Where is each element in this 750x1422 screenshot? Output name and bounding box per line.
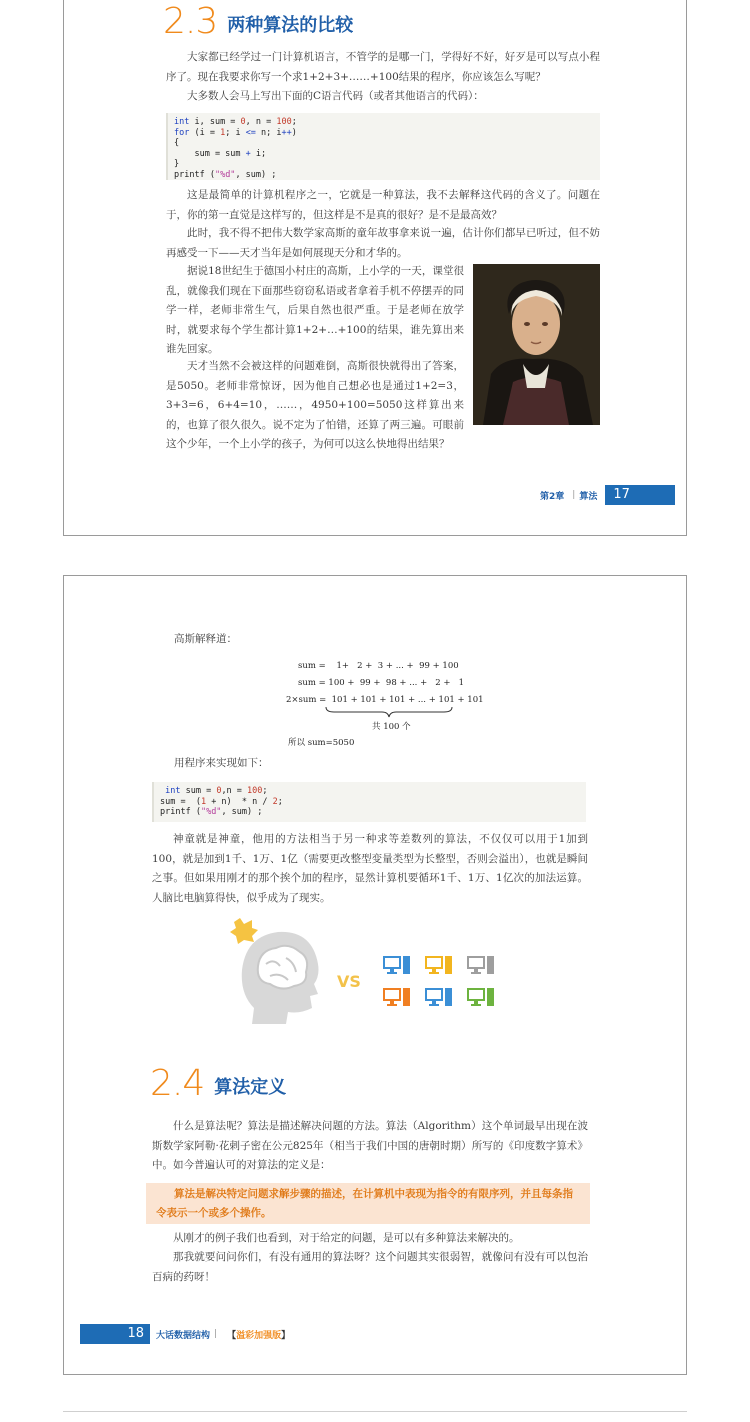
section-number: 2.4 (150, 1063, 205, 1104)
section-number: 2.3 (163, 1, 218, 42)
bracket-open: 【 (227, 1330, 237, 1341)
computer-icon (466, 986, 496, 1008)
page-footer (80, 1324, 290, 1344)
computer-icon (424, 954, 454, 976)
curly-brace (324, 705, 454, 719)
section-title: 两种算法的比较 (227, 15, 354, 36)
book-title: 大话数据结构 (156, 1330, 211, 1341)
footer-separator: | (572, 490, 576, 500)
paragraph: 大家都已经学过一门计算机语言，不管学的是哪一门，学得好不好，好歹是可以写点小程序了。现在我要求你写一个求1+2+3+……+100结果的程序，你应该怎么写呢？ (166, 51, 600, 83)
section-heading-2-3 (163, 1, 354, 42)
computer-icon (382, 954, 412, 976)
code-block-gauss: int sum = 0,n = 100; sum = (1 + n) * n / 2; printf ("%d", sum) ; (152, 782, 586, 822)
paragraph: 什么是算法呢？算法是描述解决问题的方法。算法（Algorithm）这个单词最早出现在波斯数学家阿勒·花剌子密在公元825年（相当于我们中国的唐朝时期）所写的《印度数字算术》中。如今普遍认可的对算法的定义是： (152, 1120, 588, 1171)
math-line-1: sum = 1+ 2 + 3 + ... + 99 + 100 (298, 661, 459, 671)
page-footer (540, 485, 675, 505)
paragraph: 据说18世纪生于德国小村庄的高斯，上小学的一天，课堂很乱，就像我们现在下面那些窃窃私语或者拿着手机不停摆弄的同学一样，老师非常生气，后果自然也很严重。于是老师在放学时，就要求每个学生都计算1+2+…+100的结果，谁先算出来谁先回家。 (166, 265, 464, 355)
paragraph: 从刚才的例子我们也看到，对于给定的问题，是可以有多种算法来解决的。 (173, 1232, 520, 1244)
paragraph: 这是最简单的计算机程序之一，它就是一种算法，我不去解释这代码的含义了。问题在于，你的第一直觉是这样写的，但这样是不是真的很好？是不是最高效？ (166, 189, 600, 221)
math-line-2: sum = 100 + 99 + 98 + ... + 2 + 1 (298, 678, 465, 688)
brain-head-icon (230, 918, 330, 1026)
footer-separator: | (214, 1329, 218, 1339)
next-page-edge (63, 1411, 687, 1422)
paragraph: 高斯解释道： (174, 633, 237, 645)
computer-icon (382, 986, 412, 1008)
gauss-portrait (473, 264, 600, 425)
paragraph: 用程序来实现如下： (174, 757, 269, 769)
computer-icon (466, 954, 496, 976)
paragraph: 神童就是神童，他用的方法相当于另一种求等差数列的算法，不仅仅可以用于1加到100，就是加到1千、1万、1亿（需要更改整型变量类型为长整型，否则会溢出），也就是瞬间之事。但如果用刚才的那个挨个加的程序，显然计算机要循环1千、1万、1亿次的加法运算。人脑比电脑算得快，似乎成为了现实。 (152, 833, 588, 904)
computer-icon (424, 986, 454, 1008)
paragraph: 此时，我不得不把伟大数学家高斯的童年故事拿来说一遍，估计你们都早已听过，但不妨再感受一下——天才当年是如何展现天分和才华的。 (166, 227, 600, 259)
paragraph: 大多数人会马上写出下面的C语言代码（或者其他语言的代码）： (187, 90, 484, 102)
page-number: 17 (605, 485, 675, 505)
math-line-3: 2×sum = 101 + 101 + 101 + ... + 101 + 101 (286, 695, 484, 705)
footer-chapter: 第2章 (540, 491, 565, 502)
definition-callout: 算法是解决特定问题求解步骤的描述，在计算机中表现为指令的有限序列，并且每条指令表示一个或多个操作。 (146, 1183, 590, 1224)
paragraph: 那我就要问问你们，有没有通用的算法呀？这个问题其实很弱智，就像问有没有可以包治百病的药呀！ (152, 1251, 588, 1283)
paragraph: 天才当然不会被这样的问题难倒，高斯很快就得出了答案，是5050。老师非常惊讶，因为他自己想必也是通过1+2=3，3+3=6，6+4=10，……，4950+100=5050这样算出来的，也算了很久很久。说不定为了怕错，还算了两三遍。可眼前这个少年，一个上小学的孩子，为何可以这么快地得出结果？ (166, 360, 464, 450)
page-number: 18 (80, 1324, 150, 1344)
edition-name: 溢彩加强版 (236, 1330, 282, 1341)
section-title: 算法定义 (214, 1077, 287, 1098)
vs-label: VS (337, 972, 361, 991)
edition-label (227, 1328, 290, 1341)
bracket-close: 】 (281, 1330, 291, 1341)
section-heading-2-4 (150, 1063, 287, 1104)
code-block-loop: int i, sum = 0, n = 100; for (i = 1; i <= n; i++) { sum = sum + i; } printf ("%d", sum) ; (166, 113, 600, 180)
math-result: 所以 sum=5050 (288, 738, 355, 748)
footer-topic: 算法 (579, 491, 598, 502)
brace-label: 共 100 个 (372, 722, 411, 732)
